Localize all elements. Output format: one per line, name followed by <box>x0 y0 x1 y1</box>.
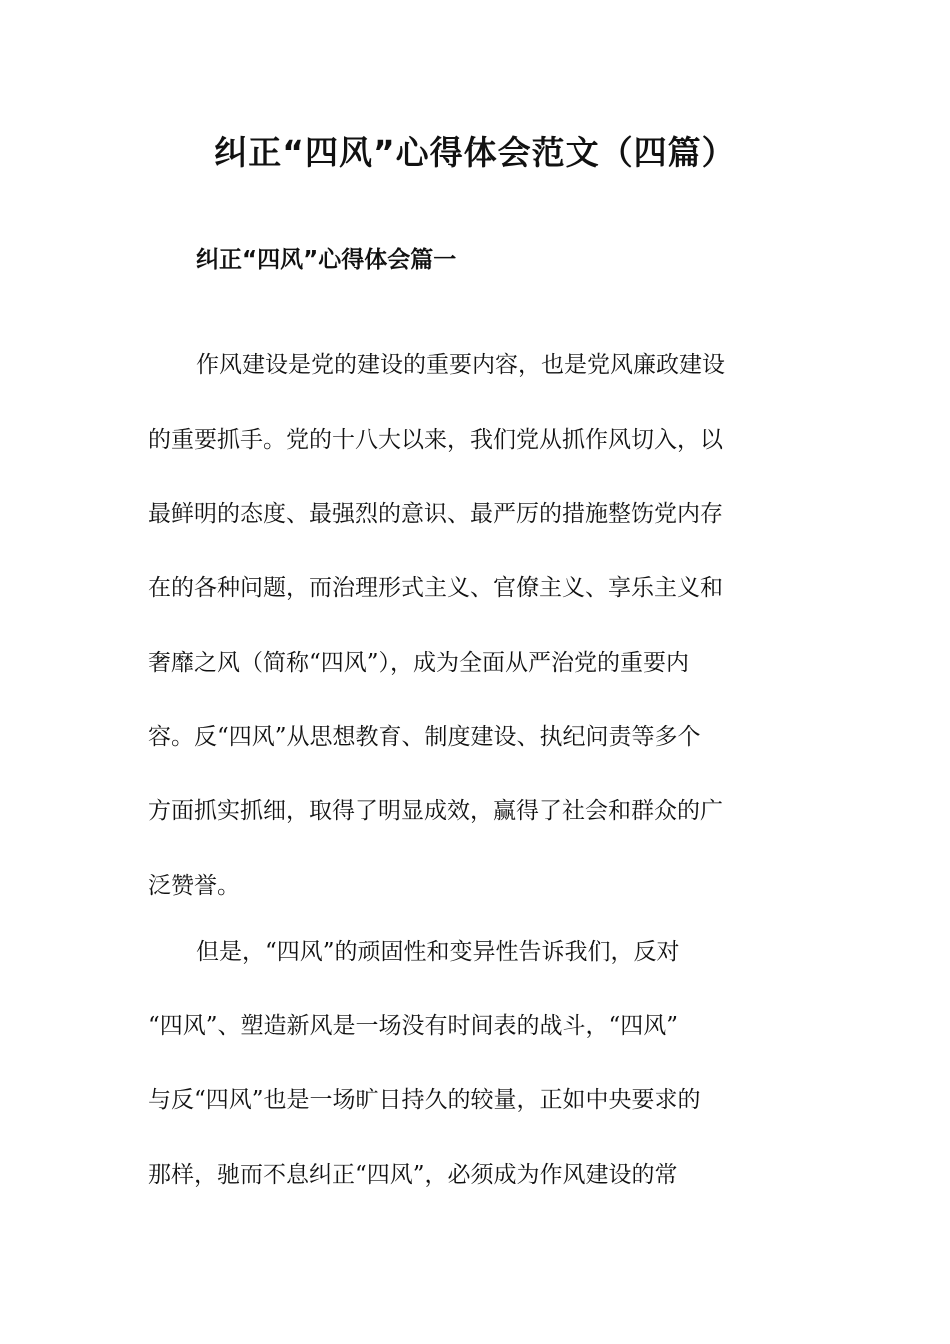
paragraph-1-line: 容。反“四风”从思想教育、制度建设、执纪问责等多个 <box>148 724 701 750</box>
paragraph-1-line: 最鲜明的态度、最强烈的意识、最严厉的措施整饬党内存 <box>148 501 723 527</box>
paragraph-1-line: 奢靡之风（简称“四风”），成为全面从严治党的重要内 <box>148 650 690 676</box>
paragraph-2-line: 但是，“四风”的顽固性和变异性告诉我们，反对 <box>196 939 680 965</box>
paragraph-1-line: 在的各种问题，而治理形式主义、官僚主义、享乐主义和 <box>148 575 723 601</box>
section-heading: 纠正“四风”心得体会篇一 <box>196 247 457 273</box>
paragraph-1-line: 泛赞誉。 <box>148 873 240 899</box>
paragraph-1-line: 方面抓实抓细，取得了明显成效，赢得了社会和群众的广 <box>148 798 723 824</box>
paragraph-1-line: 的重要抓手。党的十八大以来，我们党从抓作风切入，以 <box>148 427 723 453</box>
paragraph-2-line: 那样，驰而不息纠正“四风”，必须成为作风建设的常 <box>148 1162 678 1188</box>
paragraph-2-line: 与反“四风”也是一场旷日持久的较量，正如中央要求的 <box>148 1087 701 1113</box>
document-title: 纠正“四风”心得体会范文（四篇） <box>214 133 736 172</box>
paragraph-2-line: “四风”、塑造新风是一场没有时间表的战斗，“四风” <box>148 1013 679 1039</box>
paragraph-1-line: 作风建设是党的建设的重要内容，也是党风廉政建设 <box>196 352 725 378</box>
